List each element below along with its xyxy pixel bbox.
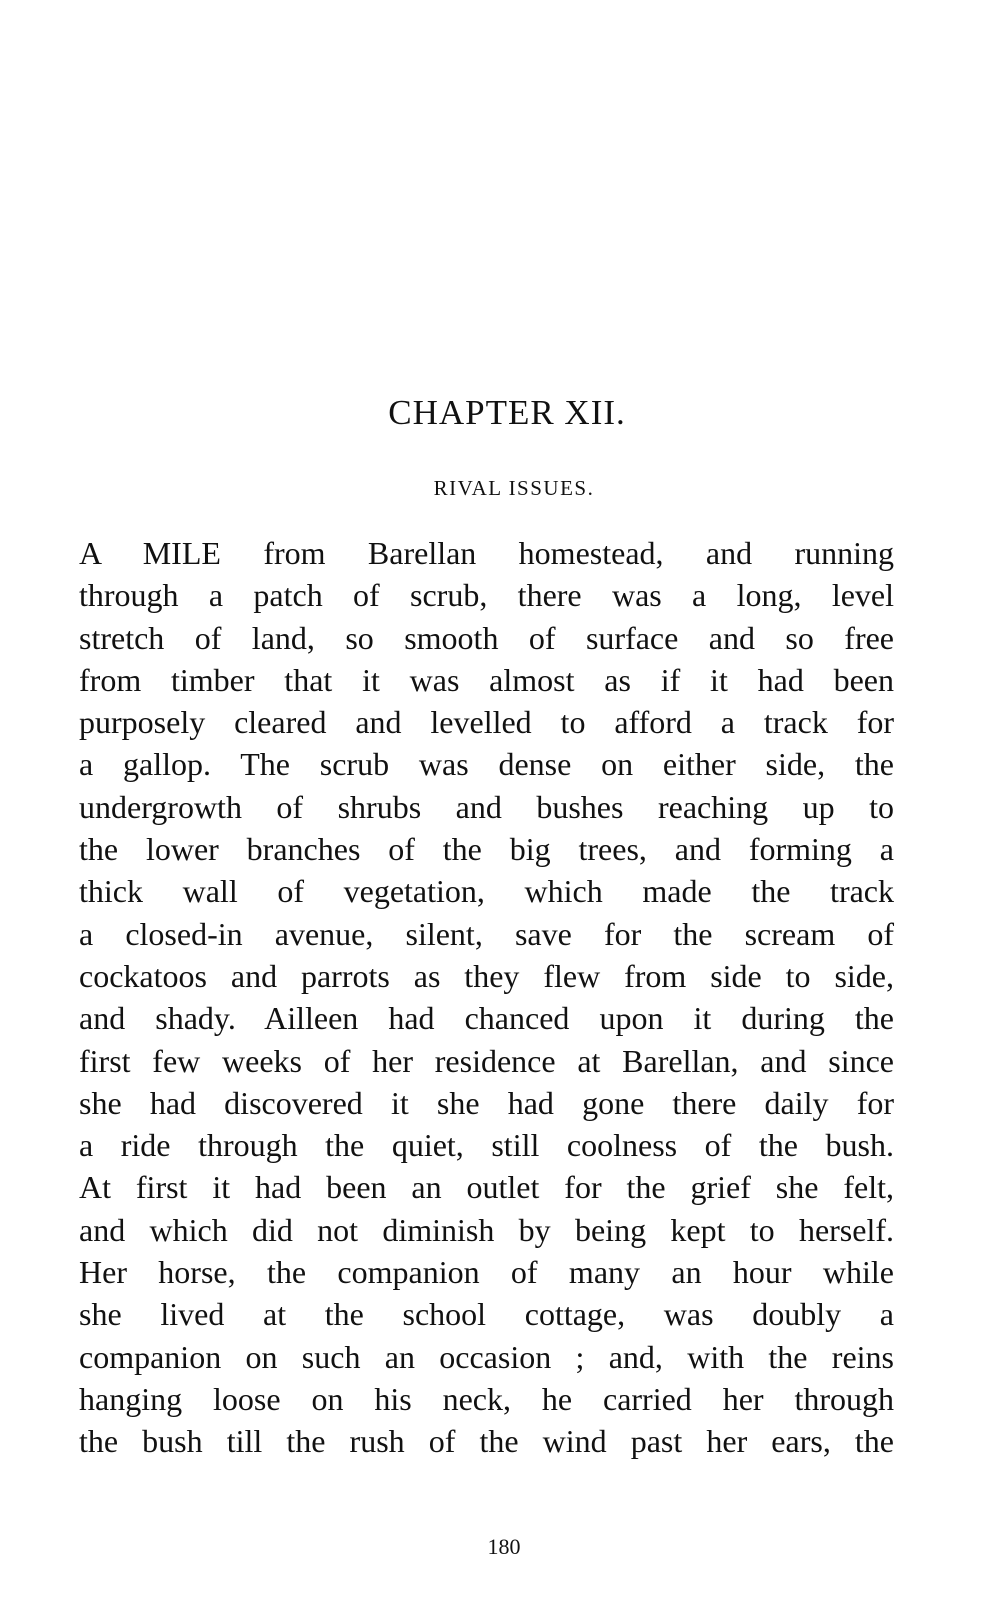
opening-small-caps: A MILE bbox=[79, 535, 221, 571]
text-line-18: Her horse, the companion of many an hour while bbox=[79, 1254, 894, 1291]
text-line-2: through a patch of scrub, there was a long, level bbox=[79, 577, 894, 614]
text-line-1 bbox=[79, 532, 894, 574]
text-line-11: cockatoos and parrots as they flew from side to side, bbox=[79, 957, 894, 994]
body-text bbox=[79, 532, 894, 1463]
text-line-15: a ride through the quiet, still coolness of the bush. bbox=[79, 1127, 894, 1164]
text-line-16: At first it had been an outlet for the grief she felt, bbox=[79, 1169, 894, 1206]
text-line-21: hanging loose on his neck, he carried her through bbox=[79, 1380, 894, 1417]
text-line-7: undergrowth of shrubs and bushes reaching up to bbox=[79, 788, 894, 825]
text-line-19: she lived at the school cottage, was doubly a bbox=[79, 1296, 894, 1333]
chapter-title: CHAPTER XII. bbox=[388, 393, 626, 432]
chapter-subtitle: RIVAL ISSUES. bbox=[433, 476, 595, 500]
text-line-13: first few weeks of her residence at Barellan, and since bbox=[79, 1042, 894, 1079]
text-line-14: she had discovered it she had gone there daily for bbox=[79, 1084, 894, 1121]
page-number: 180 bbox=[487, 1534, 521, 1559]
text-line-4: from timber that it was almost as if it had been bbox=[79, 661, 894, 698]
text-line-1-rest: from Barellan homestead, and running bbox=[263, 535, 894, 571]
text-line-10: a closed-in avenue, silent, save for the scream of bbox=[79, 915, 894, 952]
text-line-5: purposely cleared and levelled to afford a track for bbox=[79, 704, 894, 741]
text-line-3: stretch of land, so smooth of surface and so free bbox=[79, 619, 894, 656]
text-line-22: the bush till the rush of the wind past her ears, the bbox=[79, 1423, 894, 1460]
text-line-8: the lower branches of the big trees, and forming a bbox=[79, 831, 894, 868]
text-line-6: a gallop. The scrub was dense on either side, the bbox=[79, 746, 894, 783]
text-line-20: companion on such an occasion ; and, with the reins bbox=[79, 1338, 894, 1375]
text-line-17: and which did not diminish by being kept to herself. bbox=[79, 1211, 894, 1248]
text-line-9: thick wall of vegetation, which made the track bbox=[79, 873, 894, 910]
text-line-12: and shady. Ailleen had chanced upon it during the bbox=[79, 1000, 894, 1037]
